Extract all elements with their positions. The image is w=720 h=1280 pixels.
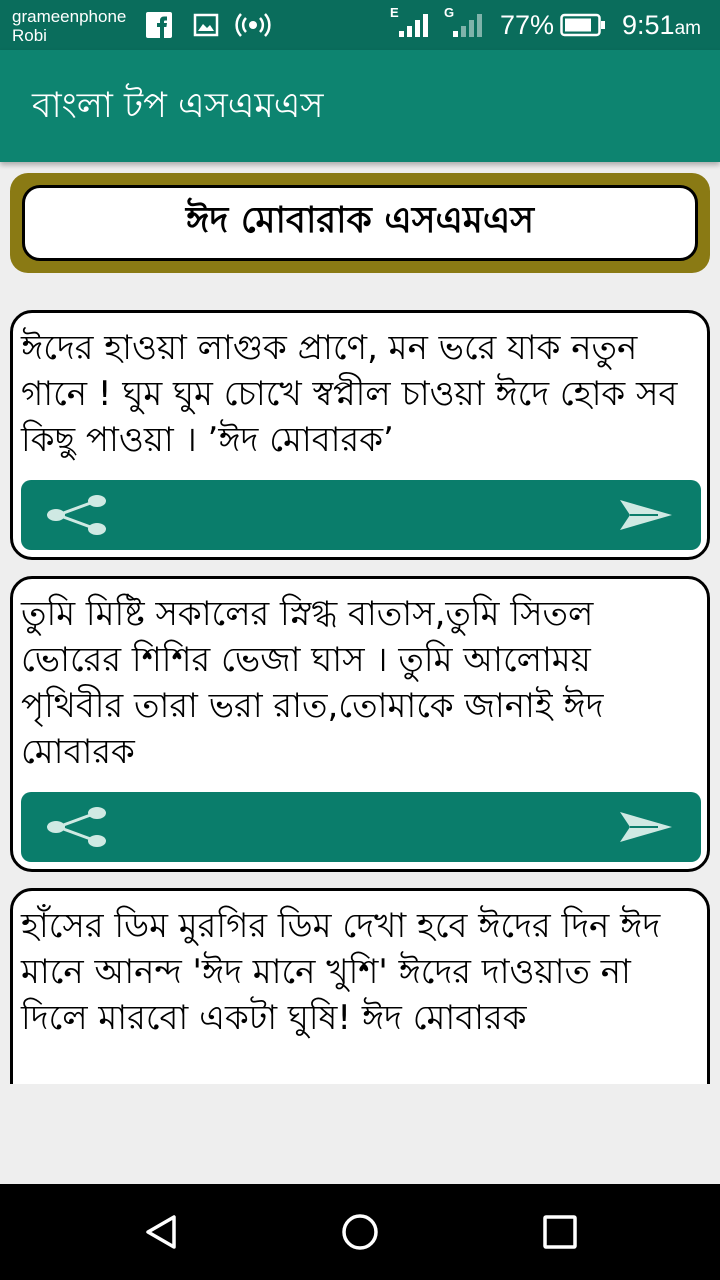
send-button[interactable] xyxy=(611,804,681,850)
battery-icon xyxy=(560,10,606,40)
category-header-frame xyxy=(10,173,710,273)
message-action-bar xyxy=(21,480,701,550)
gallery-icon xyxy=(192,10,220,40)
message-action-bar xyxy=(21,792,701,862)
share-button[interactable] xyxy=(41,804,111,850)
facebook-icon xyxy=(144,10,174,40)
home-button[interactable] xyxy=(330,1202,390,1262)
message-text[interactable]: ঈদের হাওয়া লাগুক প্রাণে, মন ভরে যাক নতুন গানে ! ঘুম ঘুম চোখে স্বপ্নীল চাওয়া ঈদে হোক সব কিছু পাওয়া । ’ঈদ মোবারক’ xyxy=(21,328,678,460)
send-icon xyxy=(618,810,674,844)
network-type-1: E xyxy=(390,5,399,20)
send-icon xyxy=(618,498,674,532)
recents-button[interactable] xyxy=(530,1202,590,1262)
carrier-name-2: Robi xyxy=(12,26,47,45)
signal-icon xyxy=(396,10,430,40)
app-bar xyxy=(0,50,720,162)
status-bar xyxy=(0,0,720,50)
carrier-name-1: grameenphone xyxy=(12,7,127,26)
network-type-2: G xyxy=(444,5,455,20)
back-button[interactable] xyxy=(132,1202,192,1262)
signal-icon xyxy=(450,10,484,40)
back-icon xyxy=(142,1212,182,1252)
share-icon xyxy=(44,806,108,848)
navigation-bar xyxy=(0,1184,720,1280)
hotspot-icon xyxy=(234,10,272,40)
message-text[interactable]: তুমি মিষ্টি সকালের স্নিগ্ধ বাতাস,তুমি সিতল ভোরের শিশির ভেজা ঘাস । তুমি আলোময় পৃথিবীর তারা ভরা রাত,তোমাকে জানাই ঈদ মোবারক xyxy=(21,594,604,772)
share-icon xyxy=(44,494,108,536)
app-title: বাংলা টপ এসএমএস xyxy=(32,86,324,126)
battery-percent: 77% xyxy=(500,10,555,40)
message-card xyxy=(10,576,710,872)
clock-time: 9:51 xyxy=(622,10,675,40)
message-text[interactable]: হাঁসের ডিম মুরগির ডিম দেখা হবে ঈদের দিন ঈদ মানে আনন্দ 'ঈদ মানে খুশি' ঈদের দাওয়াত না দিলে মারবো একটা ঘুষি! ঈদ মোবারক xyxy=(21,906,661,1038)
recents-icon xyxy=(540,1212,580,1252)
clock xyxy=(622,9,701,45)
carrier-info xyxy=(12,7,126,45)
message-card xyxy=(10,888,710,1084)
message-list[interactable] xyxy=(0,300,720,1084)
send-button[interactable] xyxy=(611,492,681,538)
category-title: ঈদ মোবারাক এসএমএস xyxy=(185,200,535,241)
message-card xyxy=(10,310,710,560)
home-icon xyxy=(340,1212,380,1252)
share-button[interactable] xyxy=(41,492,111,538)
category-header xyxy=(22,185,698,261)
clock-suffix: am xyxy=(674,18,701,39)
